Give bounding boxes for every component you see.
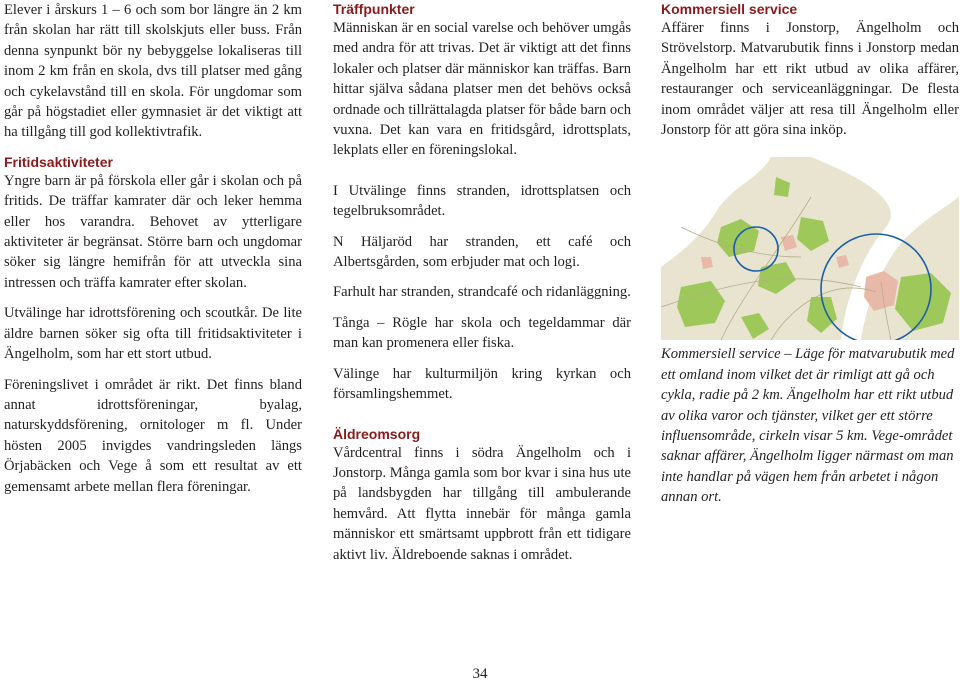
commercial-service-map xyxy=(661,157,959,340)
paragraph-social-beings: Människan är en social varelse och behöver umgås med andra för att trivas. Det är viktigt att det finns lokaler och platser där människor kan träffas. Barn hittar själva sådana platser men det behövs också ordnade och tillrättalagda platser för både barn och vuxna. Det kan vara en fritidsgård, idrottsplats, lekplats eller en föreningslokal. xyxy=(333,20,631,159)
paragraph-tanga-rogle: Tånga – Rögle har skola och tegeldammar där man kan promenera eller fiska. xyxy=(333,314,631,352)
paragraph-associations: Föreningslivet i området är rikt. Det finns bland annat idrottsföreningar, byalag, naturskyddsförening, ornitologer m fl. Under hösten 2005 invigdes vandringsleden längs Örjabäcken och Vege å som ett resultat av ett gemensamt arbete mellan flera föreningar. xyxy=(4,376,302,495)
heading-leisure-activities: Fritidsaktiviteter xyxy=(4,153,113,170)
page-number: 34 xyxy=(472,666,488,682)
paragraph-farhult: Farhult har stranden, strandcafé och ridanläggning. xyxy=(333,284,631,301)
heading-commercial-service: Kommersiell service xyxy=(661,1,798,17)
paragraph-school-transport: Elever i årskurs 1 – 6 och som bor längre än 2 km från skolan har rätt till skolskjuts eller buss. Från denna synpunkt bör ny bebyggelse lokaliseras till inom 2 km från en skola, dvs till platser med gång och cykelavstånd till en skola. För ungdomar som går på högstadiet eller gymnasiet är det viktigt att ha tillgång till god kollektivtrafik. xyxy=(4,2,302,141)
paragraph-shops: Affärer finns i Jonstorp, Ängelholm och Strövelstorp. Matvarubutik finns i Jonstorp medan Ängelholm har ett rikt utbud av olika affärer, restauranger och serviceanläggningar. De flesta inom området väljer att resa till Ängelholm eller Jonstorp för att göra sina inköp. xyxy=(661,20,959,139)
paragraph-valinge: Välinge har kulturmiljön kring kyrkan och församlingshemmet. xyxy=(333,365,631,403)
heading-meeting-points: Träffpunkter xyxy=(333,1,415,17)
paragraph-younger-children: Yngre barn är på förskola eller går i skolan och på fritids. De träffar kamrater där och leker hemma eller hos varandra. Behovet av ytterligare aktiviteter är begränsat. Större barn och ungdomar söker sig längre hemifrån för att utveckla sina intressen och träffa kamrater efter skolan. xyxy=(4,172,302,291)
column-2 xyxy=(333,0,631,565)
paragraph-n-haljarod: N Häljaröd har stranden, ett café och Albertsgården, som erbjuder mat och logi. xyxy=(333,233,631,271)
paragraph-utvalinge-clubs: Utvälinge har idrottsförening och scoutkår. De lite äldre barnen söker sig ofta till fritidsaktiviteter i Ängelholm, som har ett stort utbud. xyxy=(4,305,302,363)
column-1 xyxy=(4,0,302,497)
paragraph-health-center: Vårdcentral finns i södra Ängelholm och i Jonstorp. Många gamla som bor kvar i sina hus ute på landsbygden har tillgång till ambulerande hemvård. Att flytta innebär för många gamla människor ett smärtsamt uppbrott från ett tidigare aktivt liv. Äldreboende saknas i området. xyxy=(333,444,631,563)
paragraph-utvalinge-places: I Utvälinge finns stranden, idrottsplatsen och tegelbruksområdet. xyxy=(333,182,631,220)
map-caption: Kommersiell service – Läge för matvarubutik med ett omland inom vilket det är rimligt att gå och cykla, radie på 2 km. Ängelholm har ett rikt utbud av olika varor och tjänster, vilket ger ett större influensområde, cirkeln visar 5 km. Vege-området saknar affärer, Ängelholm ligger närmast om man inte handlar på vägen hem från arbetet i någon annan ort. xyxy=(661,346,955,506)
heading-elderly-care: Äldreomsorg xyxy=(333,425,421,442)
